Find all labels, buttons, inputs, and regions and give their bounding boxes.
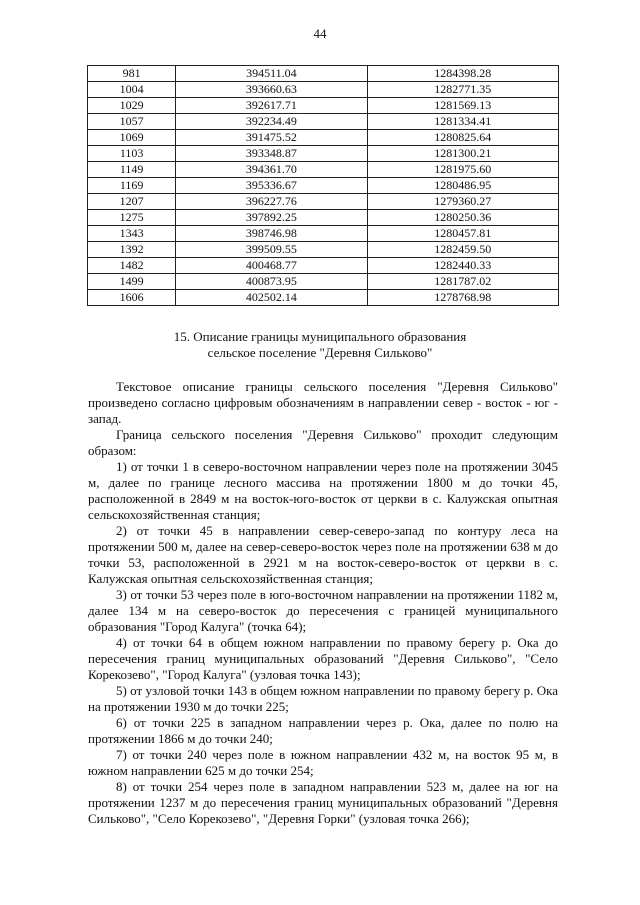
y-coordinate-cell: 1281334.41 [367,114,558,130]
x-coordinate-cell: 392234.49 [176,114,367,130]
y-coordinate-cell: 1284398.28 [367,66,558,82]
table-row [88,226,559,242]
x-coordinate-cell: 392617.71 [176,98,367,114]
y-coordinate-cell: 1279360.27 [367,194,558,210]
point-number-cell: 1207 [88,194,176,210]
table-row [88,82,559,98]
table-row [88,98,559,114]
page-number: 44 [313,26,327,41]
table-row [88,194,559,210]
paragraph: 5) от узловой точки 143 в общем южном направлении по правому берегу р. Ока на протяжении 1930 м до точки 225; [88,683,558,714]
paragraph: 6) от точки 225 в западном направлении через р. Ока, далее по полю на протяжении 1866 м до точки 240; [88,715,558,746]
x-coordinate-cell: 395336.67 [176,178,367,194]
x-coordinate-cell: 400468.77 [176,258,367,274]
point-number-cell: 1275 [88,210,176,226]
section-heading [0,329,640,361]
point-number-cell: 1057 [88,114,176,130]
table-row [88,178,559,194]
table-row [88,210,559,226]
x-coordinate-cell: 402502.14 [176,290,367,306]
point-number-cell: 1029 [88,98,176,114]
table-row [88,66,559,82]
section-heading-line-1: 15. Описание границы муниципального образования [173,329,467,344]
point-number-cell: 1343 [88,226,176,242]
paragraph: 3) от точки 53 через поле в юго-восточном направлении на протяжении 1182 м, далее 134 м на северо-восток до пересечения с границей муниципального образования "Город Калуга" (точка 64); [88,587,558,634]
y-coordinate-cell: 1282440.33 [367,258,558,274]
paragraph: 8) от точки 254 через поле в западном направлении 523 м, далее на юг на протяжении 1237 м до пересечения границ муниципальных образований "Деревня Сильково", "Село Корекозево", "Деревня Горки" (узловая точка 266); [88,779,558,826]
point-number-cell: 1004 [88,82,176,98]
point-number-cell: 1103 [88,146,176,162]
point-number-cell: 1499 [88,274,176,290]
section-heading-line-2: сельское поселение "Деревня Сильково" [207,345,433,360]
y-coordinate-cell: 1281787.02 [367,274,558,290]
paragraph: Граница сельского поселения "Деревня Сильково" проходит следующим образом: [88,427,558,458]
paragraph: 1) от точки 1 в северо-восточном направлении через поле на протяжении 3045 м, далее по границе лесного массива на протяжении 1800 м до точки 45, расположенной в 2849 м на восток-юго-восток от церкви в с. Калужская опытная сельскохозяйственная станция; [88,459,558,522]
y-coordinate-cell: 1280486.95 [367,178,558,194]
y-coordinate-cell: 1280250.36 [367,210,558,226]
point-number-cell: 1149 [88,162,176,178]
table-row [88,162,559,178]
paragraph: 2) от точки 45 в направлении север-северо-запад по контуру леса на протяжении 500 м, далее на север-северо-восток через поле на протяжении 638 м до точки 53, расположенной в 2921 м на восток-северо-восток от церкви в с. Калужская опытная сельскохозяйственная станция; [88,523,558,586]
paragraph: 4) от точки 64 в общем южном направлении по правому берегу р. Ока до пересечения границ муниципальных образований "Деревня Сильково", "Село Корекозево", "Город Калуга" (узловая точка 143); [88,635,558,682]
point-number-cell: 1392 [88,242,176,258]
y-coordinate-cell: 1281300.21 [367,146,558,162]
x-coordinate-cell: 393348.87 [176,146,367,162]
point-number-cell: 1482 [88,258,176,274]
table-row [88,242,559,258]
y-coordinate-cell: 1282459.50 [367,242,558,258]
paragraph: Текстовое описание границы сельского поселения "Деревня Сильково" произведено согласно цифровым обозначениям в направлении север - восток - юг - запад. [88,379,558,426]
x-coordinate-cell: 394511.04 [176,66,367,82]
y-coordinate-cell: 1282771.35 [367,82,558,98]
coordinates-table [87,65,559,306]
x-coordinate-cell: 393660.63 [176,82,367,98]
boundary-description [88,379,558,827]
paragraph: 7) от точки 240 через поле в южном направлении 432 м, на восток 95 м, в южном направлении 625 м до точки 254; [88,747,558,778]
point-number-cell: 1069 [88,130,176,146]
table-row [88,146,559,162]
table-row [88,114,559,130]
point-number-cell: 981 [88,66,176,82]
table-row [88,258,559,274]
y-coordinate-cell: 1280457.81 [367,226,558,242]
coordinates-table-body [88,66,559,306]
y-coordinate-cell: 1281569.13 [367,98,558,114]
x-coordinate-cell: 394361.70 [176,162,367,178]
y-coordinate-cell: 1280825.64 [367,130,558,146]
x-coordinate-cell: 391475.52 [176,130,367,146]
y-coordinate-cell: 1278768.98 [367,290,558,306]
x-coordinate-cell: 398746.98 [176,226,367,242]
table-row [88,274,559,290]
table-row [88,130,559,146]
x-coordinate-cell: 399509.55 [176,242,367,258]
x-coordinate-cell: 397892.25 [176,210,367,226]
point-number-cell: 1606 [88,290,176,306]
y-coordinate-cell: 1281975.60 [367,162,558,178]
x-coordinate-cell: 400873.95 [176,274,367,290]
point-number-cell: 1169 [88,178,176,194]
table-row [88,290,559,306]
x-coordinate-cell: 396227.76 [176,194,367,210]
